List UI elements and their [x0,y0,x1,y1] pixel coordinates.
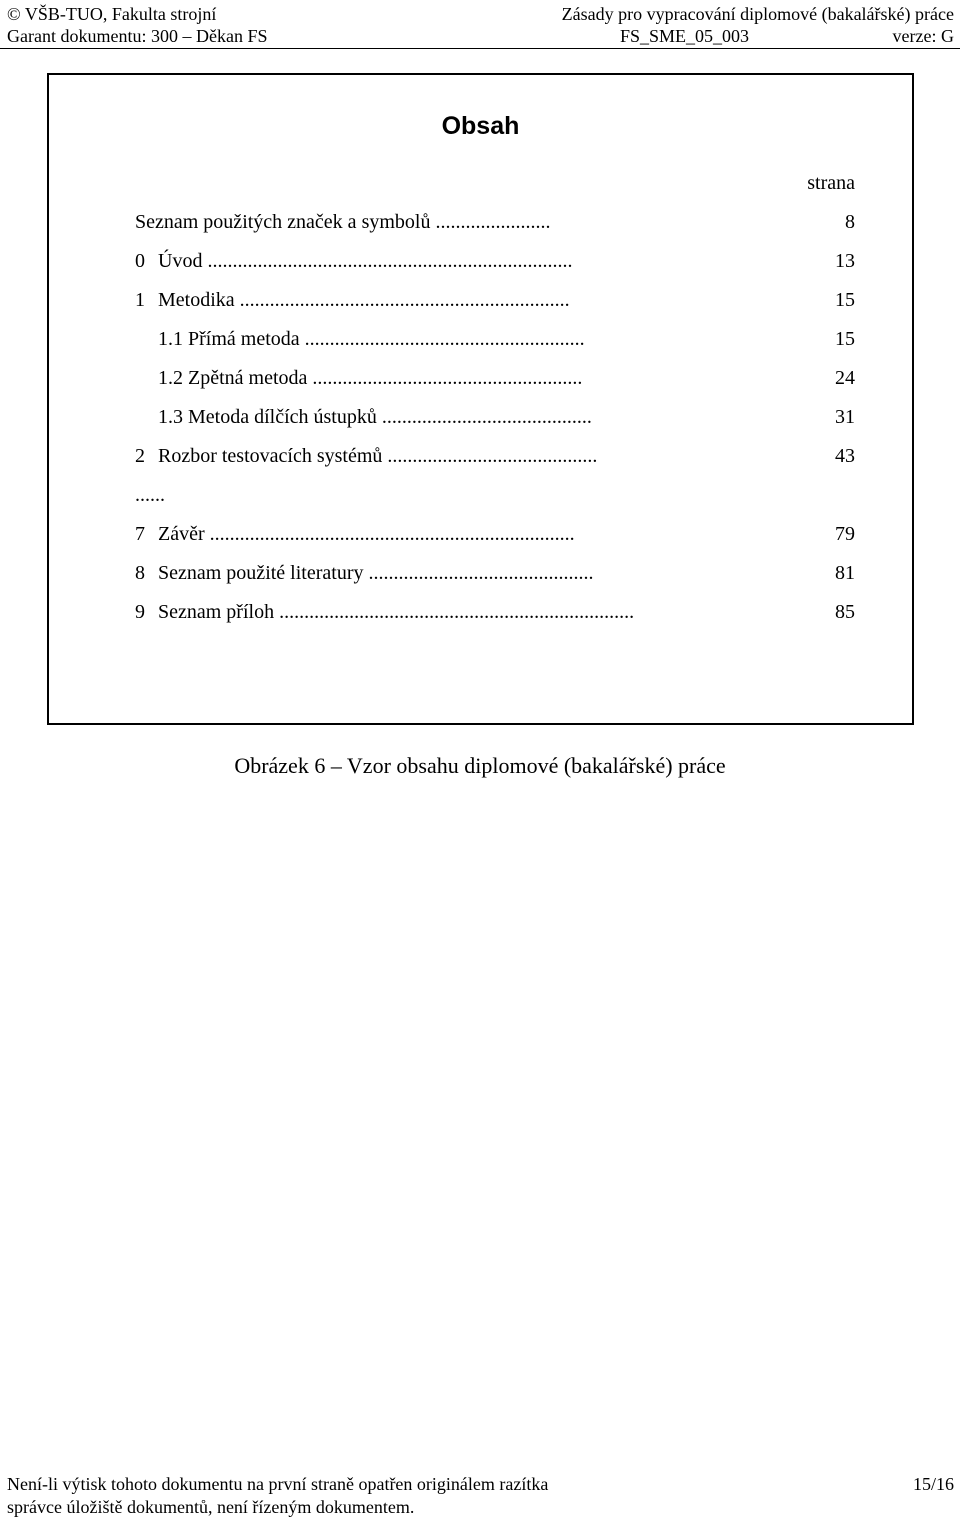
header-document-title: Zásady pro vypracování diplomové (bakalářské) práce [561,4,954,24]
footer-notice: Není-li výtisk tohoto dokumentu na první straně opatřen originálem razítka [7,1474,549,1494]
toc-entry [135,561,855,600]
toc-entry-page: 79 [835,523,855,545]
toc-entry-label [135,601,634,623]
toc-entry-page: 81 [835,562,855,584]
toc-entry [135,366,855,405]
toc-entry [135,405,855,444]
toc-entry-label [135,562,593,584]
footer-line-1 [7,1473,954,1495]
toc-entry-number: 9 [135,601,145,623]
toc-entry-label [135,367,582,389]
toc-entry-number: 1 [135,289,145,311]
toc-entry-page: 43 [835,445,855,467]
header-document-code: FS_SME_05_003 [620,26,750,46]
toc-entry-label [135,211,550,233]
toc-entry-title: Závěr [158,523,205,545]
toc-entry-page: 8 [845,211,855,233]
toc-entry-title: Seznam použitých značek a symbolů [135,211,431,233]
toc-entry-title: Seznam použité literatury [158,562,364,584]
toc-entry-title: Seznam příloh [158,601,275,623]
toc-entry-label [135,289,570,311]
toc-entry-title: Úvod [158,250,203,272]
toc-entry-label [135,523,575,545]
toc-entry-leader: ...................................................... [307,367,583,389]
toc-entry-page: 31 [835,406,855,428]
page-header-bottom [7,25,954,47]
toc-entry-leader: ......................................................................... [202,250,573,272]
toc-entry-number: 1.1 [158,328,183,350]
toc-entry-page: 85 [835,601,855,623]
toc-entry-number: 2 [135,445,145,467]
toc-entry [135,249,855,288]
toc-entry-label [135,406,592,428]
toc-entry-label [135,484,165,506]
header-divider [0,48,960,49]
toc-entry-leader: ....................... [430,211,551,233]
header-version: verze: G [892,26,954,46]
toc-entry-number: 8 [135,562,145,584]
toc-entry-number: 1.3 [158,406,183,428]
toc-entry-page: 15 [835,289,855,311]
toc-entry-number: 7 [135,523,145,545]
toc-entry-title: ...... [135,484,165,506]
toc-entry [135,444,855,483]
toc-entry-leader: ....................................................................... [274,601,635,623]
toc-page-column-label: strana [807,172,855,194]
header-guarantor: Garant dokumentu: 300 – Děkan FS [7,26,268,46]
toc-entry [135,600,855,639]
toc-entry-title: Rozbor testovacích systémů [158,445,383,467]
toc-sample-frame [47,73,914,725]
toc-entry-label [135,328,585,350]
toc-entry-page: 24 [835,367,855,389]
toc-entry-page: 15 [835,328,855,350]
toc-entry [135,327,855,366]
toc-title: Obsah [441,112,520,140]
toc-entry-title: Metodika [158,289,235,311]
toc-list [135,210,855,639]
toc-entry-label [135,445,597,467]
toc-entry-label [135,250,572,272]
toc-entry-leader: ......................................................................... [204,523,575,545]
page-header-top [7,3,954,25]
header-copyright: © VŠB-TUO, Fakulta strojní [7,4,217,24]
toc-entry [135,210,855,249]
toc-entry-title: Metoda dílčích ústupků [188,406,377,428]
footer-page-number: 15/16 [912,1474,954,1494]
figure-caption: Obrázek 6 – Vzor obsahu diplomové (bakalářské) práce [234,753,726,778]
toc-entry-leader: .......................................... [376,406,592,428]
toc-entry [135,483,855,522]
toc-entry-title: Přímá metoda [188,328,300,350]
toc-entry-leader: ............................................. [363,562,594,584]
toc-entry-title: Zpětná metoda [188,367,308,389]
toc-entry-leader: .......................................... [382,445,598,467]
toc-entry-page: 13 [835,250,855,272]
toc-entry [135,288,855,327]
footer-notice-continued: správce úložiště dokumentů, není řízeným dokumentem. [7,1497,415,1517]
toc-entry-number: 1.2 [158,367,183,389]
toc-entry [135,522,855,561]
footer-line-2 [7,1496,954,1518]
toc-entry-leader: .................................................................. [234,289,570,311]
toc-entry-number: 0 [135,250,145,272]
toc-entry-leader: ........................................................ [299,328,585,350]
